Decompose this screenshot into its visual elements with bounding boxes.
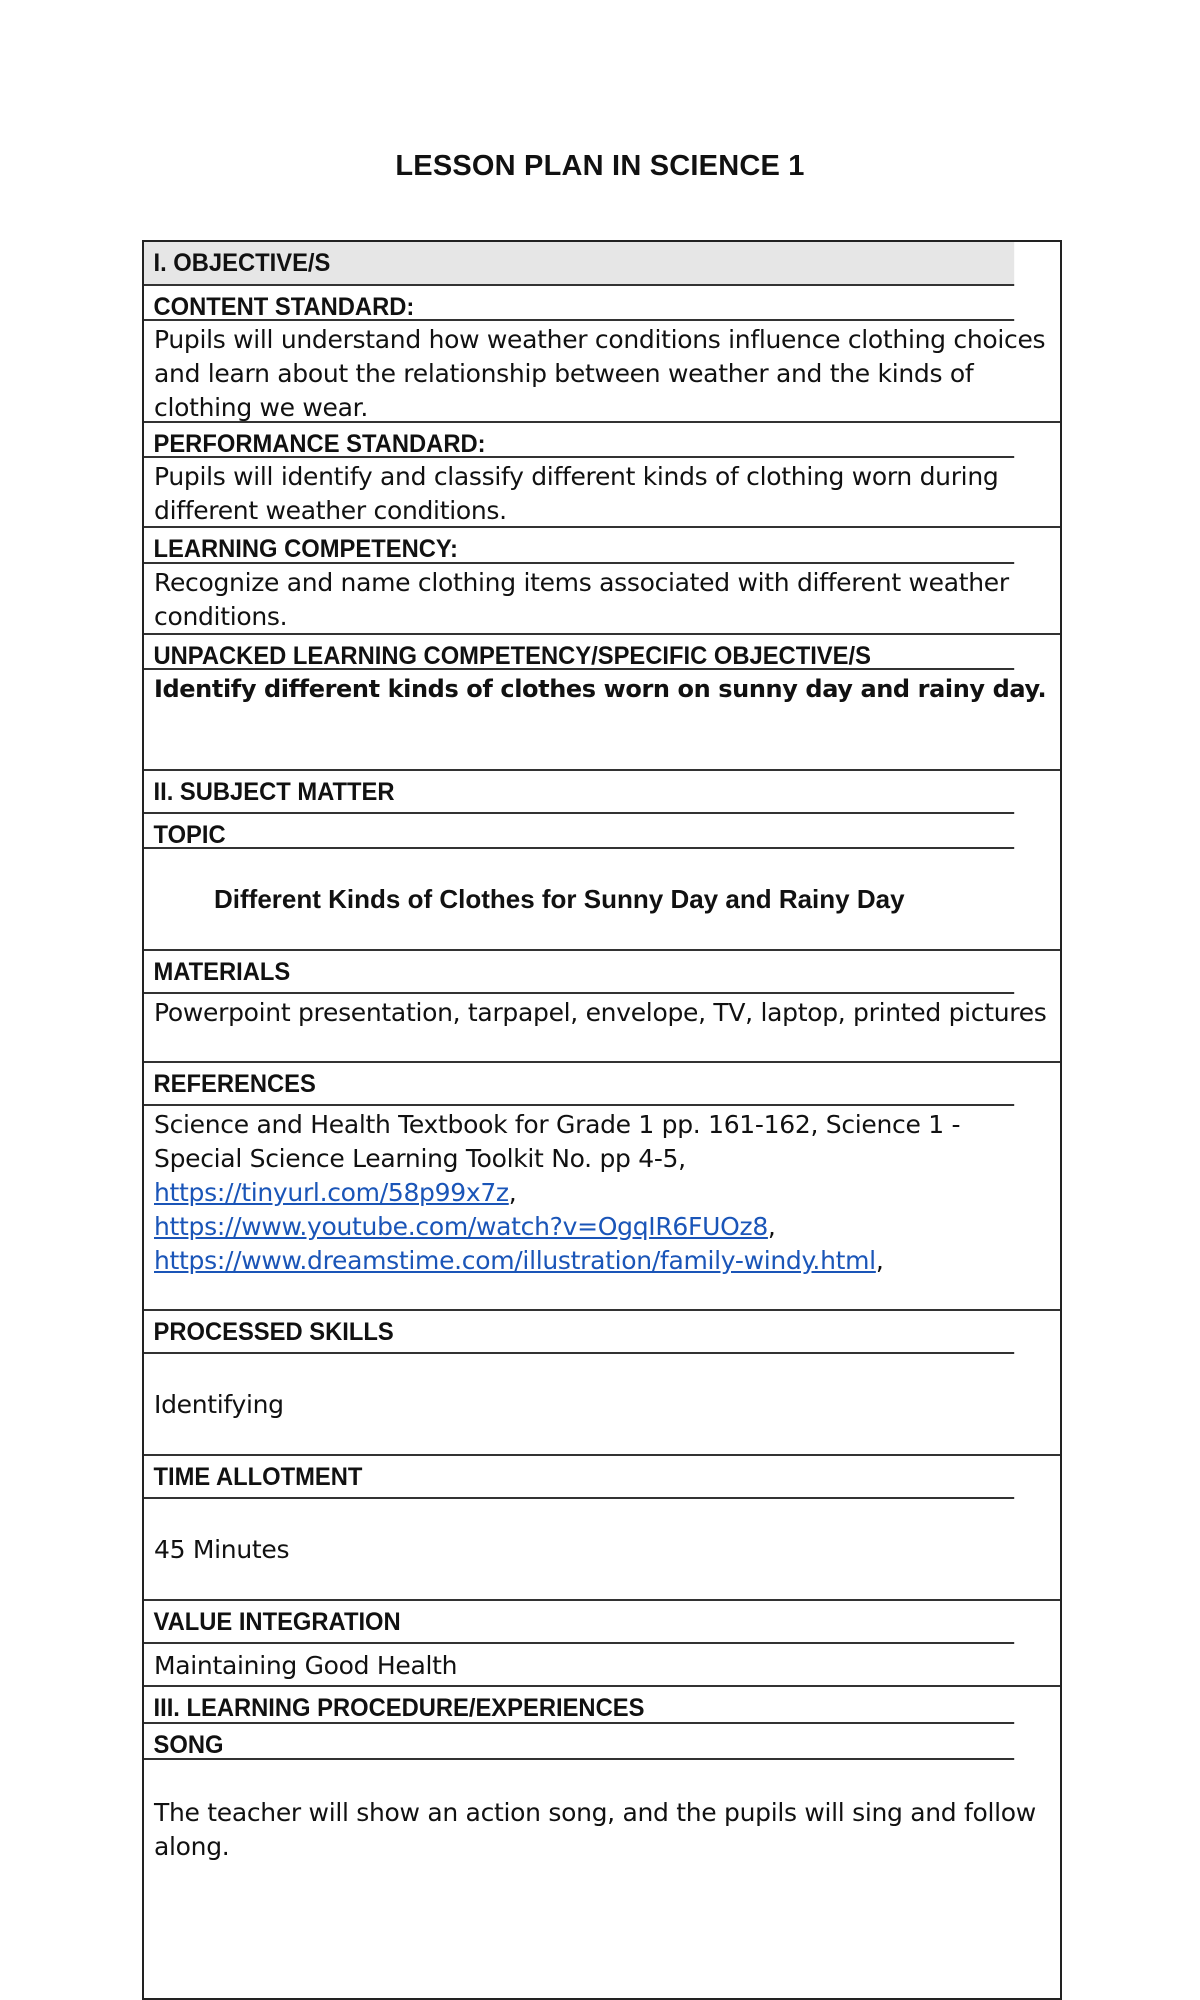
performance-standard-text: Pupils will identify and classify different kinds of clothing worn during different weather conditions. bbox=[144, 458, 1060, 528]
references-cell bbox=[144, 1106, 1060, 1311]
value-integration-text: Maintaining Good Health bbox=[144, 1644, 1060, 1687]
reference-link-dreamstime[interactable]: https://www.dreamstime.com/illustration/family-windy.html bbox=[154, 1246, 876, 1275]
learning-competency-text: Recognize and name clothing items associated with different weather conditions. bbox=[144, 564, 1060, 635]
materials-label: MATERIALS bbox=[144, 951, 1014, 994]
subject-matter-heading: II. SUBJECT MATTER bbox=[144, 771, 1014, 814]
processed-skills-label: PROCESSED SKILLS bbox=[144, 1311, 1014, 1354]
topic-text: Different Kinds of Clothes for Sunny Day and Rainy Day bbox=[144, 849, 1060, 951]
time-allotment-label: TIME ALLOTMENT bbox=[144, 1456, 1014, 1499]
reference-link-tinyurl[interactable]: https://tinyurl.com/58p99x7z bbox=[154, 1178, 509, 1207]
performance-standard-label: PERFORMANCE STANDARD: bbox=[144, 423, 1014, 458]
learning-competency-label: LEARNING COMPETENCY: bbox=[144, 528, 1014, 564]
topic-label: TOPIC bbox=[144, 814, 1014, 849]
page-title: LESSON PLAN IN SCIENCE 1 bbox=[395, 150, 805, 182]
song-label: SONG bbox=[144, 1724, 1014, 1760]
lesson-plan-table bbox=[142, 240, 1062, 2000]
value-integration-label: VALUE INTEGRATION bbox=[144, 1601, 1014, 1644]
procedure-heading: III. LEARNING PROCEDURE/EXPERIENCES bbox=[144, 1687, 1014, 1724]
references-label: REFERENCES bbox=[144, 1063, 1014, 1106]
content-standard-text: Pupils will understand how weather conditions influence clothing choices and learn about the relationship between weather and the kinds of clothing we wear. bbox=[144, 321, 1060, 423]
unpacked-competency-label: UNPACKED LEARNING COMPETENCY/SPECIFIC OBJECTIVE/S bbox=[144, 635, 1014, 670]
link-separator: , bbox=[875, 1246, 884, 1275]
reference-link-line-2 bbox=[154, 1210, 1050, 1244]
references-text: Science and Health Textbook for Grade 1 pp. 161-162, Science 1 - Special Science Learning Toolkit No. pp 4-5, bbox=[154, 1110, 961, 1173]
unpacked-competency-text: Identify different kinds of clothes worn on sunny day and rainy day. bbox=[144, 670, 1060, 771]
reference-link-line-3 bbox=[154, 1244, 1050, 1278]
reference-link-line-1 bbox=[154, 1176, 1050, 1210]
link-separator: , bbox=[767, 1212, 776, 1241]
time-allotment-text: 45 Minutes bbox=[144, 1499, 1060, 1601]
song-text: The teacher will show an action song, and the pupils will sing and follow along. bbox=[154, 1798, 1036, 1861]
reference-link-youtube[interactable]: https://www.youtube.com/watch?v=OgqIR6FUOz8 bbox=[154, 1212, 768, 1241]
processed-skills-text: Identifying bbox=[144, 1354, 1060, 1456]
link-separator: , bbox=[508, 1178, 517, 1207]
materials-text: Powerpoint presentation, tarpapel, envelope, TV, laptop, printed pictures bbox=[144, 994, 1060, 1063]
objectives-heading: I. OBJECTIVE/S bbox=[144, 242, 1014, 286]
content-standard-label: CONTENT STANDARD: bbox=[144, 286, 1014, 321]
